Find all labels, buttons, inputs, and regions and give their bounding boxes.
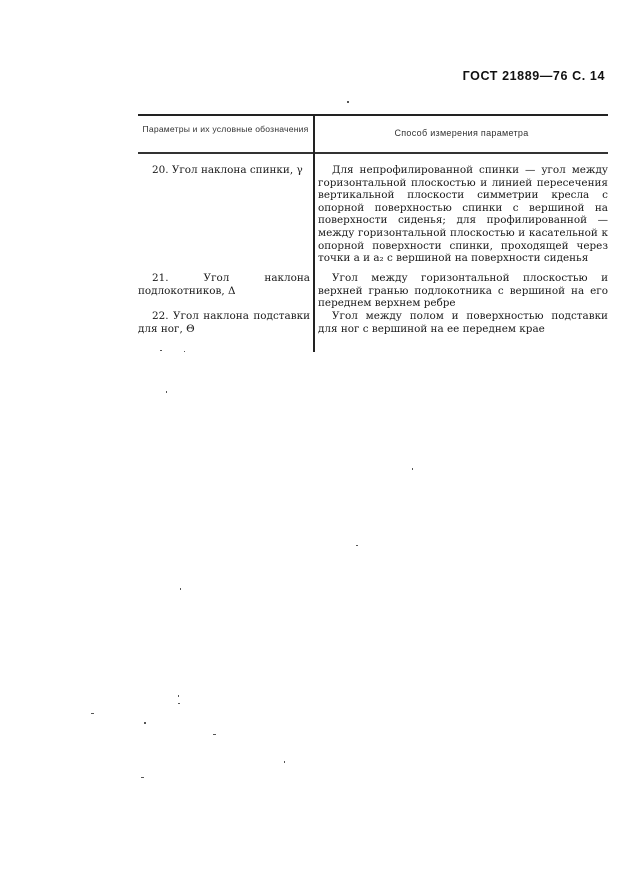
page-header-standard-ref: ГОСТ 21889—76 С. 14 xyxy=(462,69,605,83)
scan-speck xyxy=(180,588,181,590)
table-header-rule xyxy=(138,152,608,154)
table-row-20-method: Для непрофилированной спинки — угол между горизонтальной плоскостью и линией пересечения вертикальной плоскости симметрии кресла с опорной поверхностью спинки с вершиной на поверхности сиденья; для профилированной — между горизонтальной плоскостью и касательной к опорной поверхности спинки, проходящей через точки a и a₂ с вершиной на поверхности сиденья xyxy=(318,164,608,265)
column-divider xyxy=(313,114,315,352)
scan-speck xyxy=(166,391,167,393)
scan-speck xyxy=(412,468,413,470)
scan-speck xyxy=(284,761,285,763)
scan-speck xyxy=(178,695,179,697)
table-row-21-parameter: 21. Угол наклона подлокотников, Δ xyxy=(138,272,310,297)
scan-speck xyxy=(184,351,185,352)
table-row-22-method: Угол между полом и поверхностью подставки для ног с вершиной на ее переднем крае xyxy=(318,310,608,335)
table-top-rule xyxy=(138,114,608,116)
table-row-22-parameter: 22. Угол наклона подставки для ног, Θ xyxy=(138,310,310,335)
scan-speck xyxy=(141,777,144,778)
table-row-21-method: Угол между горизонтальной плоскостью и верхней гранью подлокотника с вершиной на его переднем верхнем ребре xyxy=(318,272,608,310)
table-row-20-parameter: 20. Угол наклона спинки, γ xyxy=(152,164,303,176)
scan-speck xyxy=(91,713,94,714)
scan-speck xyxy=(144,722,146,724)
scan-speck xyxy=(347,101,349,103)
scan-speck xyxy=(356,545,358,546)
column-header-method: Способ измерения параметра xyxy=(394,128,529,138)
scan-speck xyxy=(213,734,216,735)
column-header-parameters: Параметры и их условные обозначения xyxy=(142,124,309,134)
scan-speck xyxy=(160,350,162,351)
scan-speck xyxy=(178,703,180,704)
